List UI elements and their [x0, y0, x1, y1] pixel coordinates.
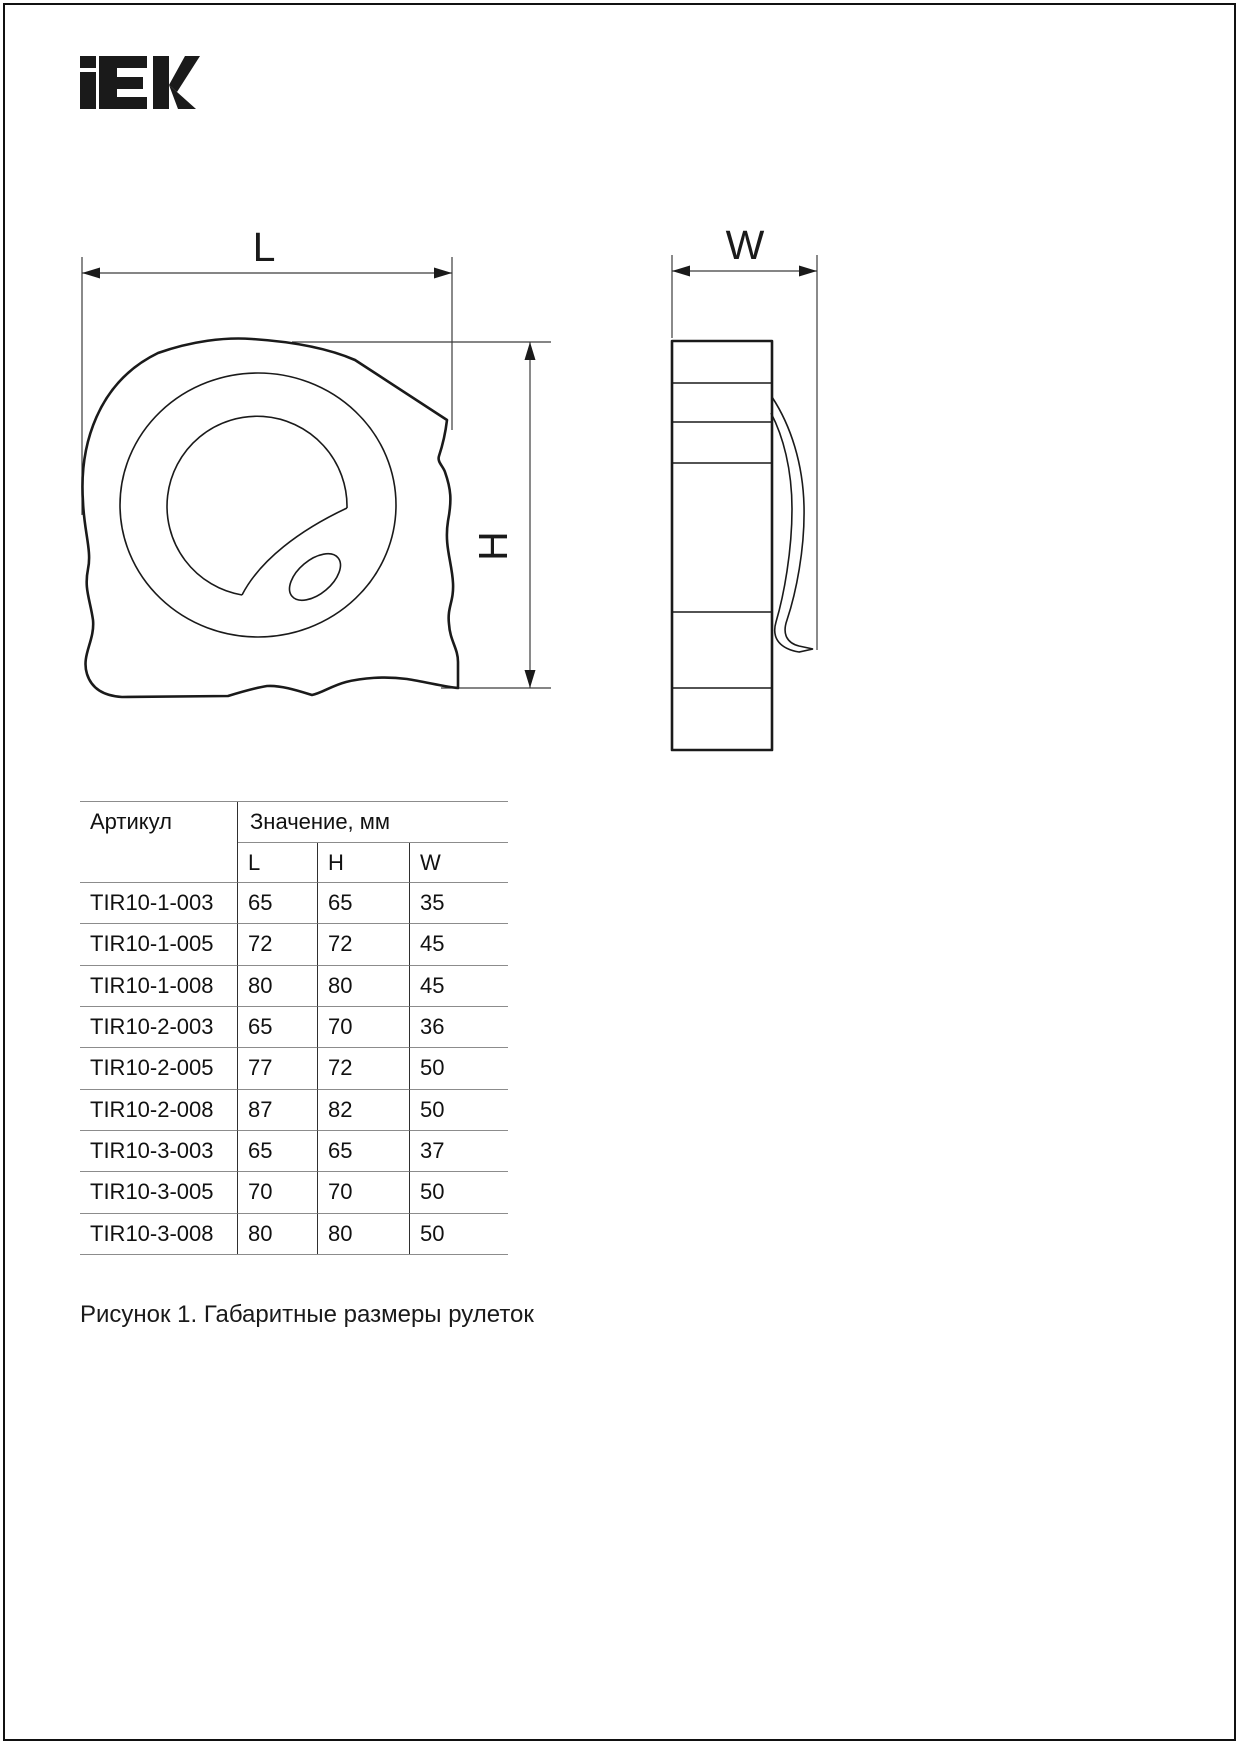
- cell-article: TIR10-2-003: [80, 1006, 238, 1047]
- logo-k-upper-arm: [169, 56, 200, 92]
- side-view-drawing: [672, 222, 817, 750]
- logo-k-lower-arm: [169, 85, 196, 109]
- cell-h: 80: [318, 965, 410, 1006]
- iek-logo: [80, 56, 200, 109]
- cell-article: TIR10-1-005: [80, 923, 238, 964]
- col-header-L: L: [238, 843, 318, 882]
- arrowhead-L-left: [82, 268, 100, 279]
- col-header-W: W: [420, 850, 441, 875]
- cell-l: 70: [238, 1171, 318, 1212]
- col-header-article: Артикул: [80, 802, 238, 882]
- figure-caption: Рисунок 1. Габаритные размеры рулеток: [80, 1301, 534, 1328]
- cell-l: 80: [238, 965, 318, 1006]
- cell-h: 72: [318, 1047, 410, 1088]
- cell-h: 65: [318, 1130, 410, 1171]
- cell-w: 45: [410, 923, 508, 964]
- logo-i-stem: [80, 72, 96, 109]
- logo-k-stem: [153, 56, 169, 109]
- cell-w: 50: [410, 1089, 508, 1130]
- front-view-drawing: [82, 224, 551, 697]
- col-header-H: H: [318, 843, 410, 882]
- cell-h: 70: [318, 1006, 410, 1047]
- case-outline: [82, 339, 458, 697]
- cell-w: 50: [410, 1047, 508, 1088]
- cell-h: 80: [318, 1213, 410, 1254]
- reel-mouth-curve: [242, 508, 347, 595]
- arrowhead-W-left: [672, 266, 690, 277]
- cell-h: 72: [318, 923, 410, 964]
- cell-l: 65: [238, 1130, 318, 1171]
- lock-button-ellipse: [281, 545, 349, 610]
- cell-h: 70: [318, 1171, 410, 1212]
- cell-l: 87: [238, 1089, 318, 1130]
- dimensions-table: [80, 801, 508, 1255]
- arrowhead-L-right: [434, 268, 452, 279]
- cell-l: 77: [238, 1047, 318, 1088]
- belt-clip: [771, 397, 813, 652]
- cell-h: 82: [318, 1089, 410, 1130]
- logo-i-dot: [80, 56, 96, 68]
- cell-article: TIR10-1-008: [80, 965, 238, 1006]
- cell-l: 65: [238, 1006, 318, 1047]
- cell-l: 65: [238, 882, 318, 923]
- logo-e: [99, 56, 147, 109]
- reel-outer-circle: [120, 373, 396, 637]
- arrowhead-H-bottom: [525, 670, 536, 688]
- dim-label-H: H: [470, 531, 516, 561]
- cell-w: 45: [410, 965, 508, 1006]
- cell-h: 65: [318, 882, 410, 923]
- cell-w: 50: [410, 1213, 508, 1254]
- cell-article: TIR10-1-003: [80, 882, 238, 923]
- cell-w: 50: [410, 1171, 508, 1212]
- cell-article: TIR10-2-008: [80, 1089, 238, 1130]
- cell-article: TIR10-3-003: [80, 1130, 238, 1171]
- cell-article: TIR10-3-005: [80, 1171, 238, 1212]
- cell-w: 36: [410, 1006, 508, 1047]
- dim-label-L: L: [252, 224, 276, 270]
- cell-w: 35: [410, 882, 508, 923]
- cell-article: TIR10-3-008: [80, 1213, 238, 1254]
- reel-inner-circle: [167, 416, 347, 595]
- cell-w: 37: [410, 1130, 508, 1171]
- cell-l: 72: [238, 923, 318, 964]
- arrowhead-W-right: [799, 266, 817, 277]
- arrowhead-H-top: [525, 342, 536, 360]
- dim-label-W: W: [725, 222, 765, 268]
- col-header-value-group: Значение, мм: [238, 802, 508, 843]
- cell-l: 80: [238, 1213, 318, 1254]
- cell-article: TIR10-2-005: [80, 1047, 238, 1088]
